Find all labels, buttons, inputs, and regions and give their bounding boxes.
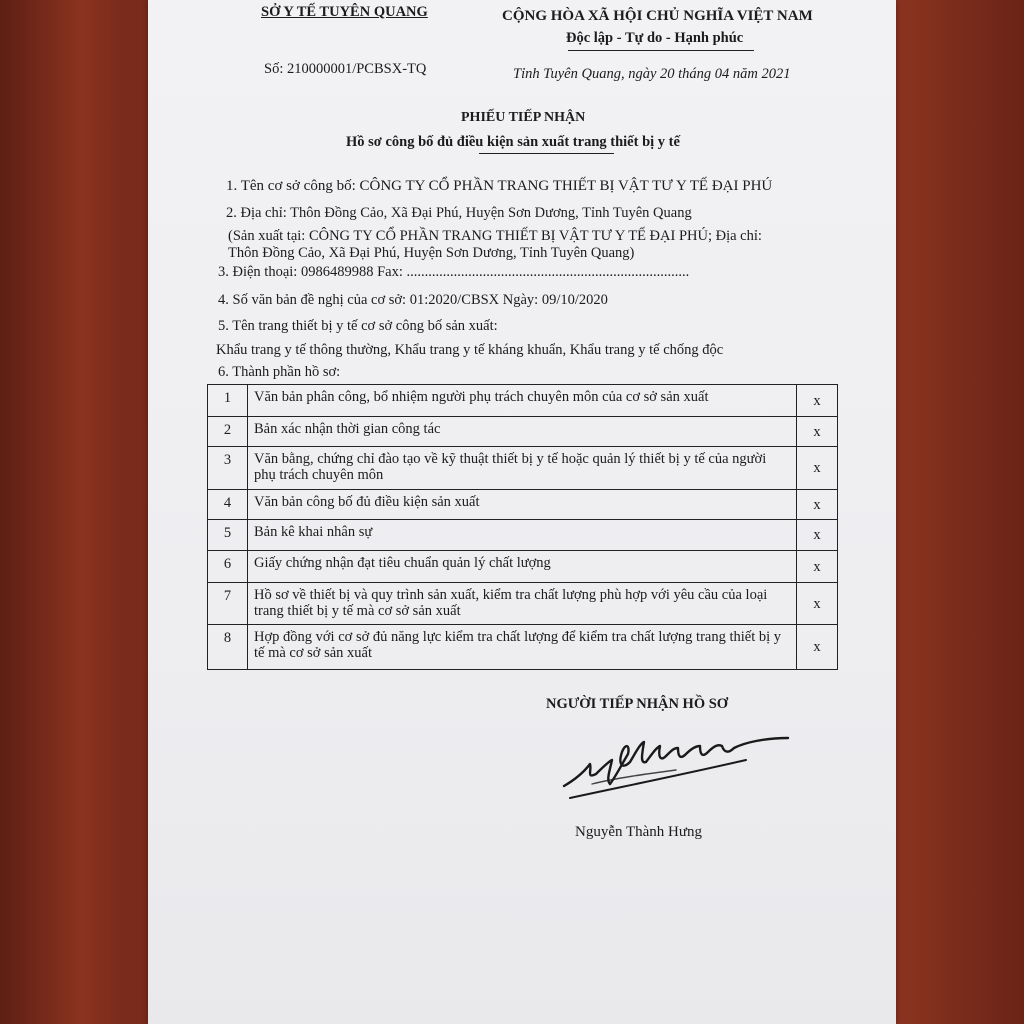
table-row xyxy=(208,520,838,551)
document-number: Số: 210000001/PCBSX-TQ xyxy=(264,61,427,77)
row-number: 2 xyxy=(208,417,248,447)
row-check-mark: x xyxy=(797,490,838,520)
form-subtitle: Hồ sơ công bố đủ điều kiện sản xuất trang thiết bị y tế xyxy=(346,134,680,150)
row-number: 5 xyxy=(208,520,248,551)
handwritten-signature xyxy=(556,724,796,814)
row-check-mark: x xyxy=(797,447,838,490)
row-description: Bản kê khai nhân sự xyxy=(248,520,797,551)
row-number: 3 xyxy=(208,447,248,490)
row-description: Bản xác nhận thời gian công tác xyxy=(248,417,797,447)
row-description: Văn bằng, chứng chỉ đào tạo về kỹ thuật thiết bị y tế hoặc quản lý thiết bị y tế của người phụ trách chuyên môn xyxy=(248,447,797,490)
table-row xyxy=(208,551,838,583)
subtitle-underline xyxy=(479,153,614,154)
field-production-address: Thôn Đồng Cảo, Xã Đại Phú, Huyện Sơn Dương, Tỉnh Tuyên Quang) xyxy=(228,245,635,261)
row-check-mark: x xyxy=(797,551,838,583)
table-row xyxy=(208,417,838,447)
field-dossier-label: 6. Thành phần hồ sơ: xyxy=(218,364,341,380)
table-row xyxy=(208,490,838,520)
field-device-label: 5. Tên trang thiết bị y tế cơ sở công bố sản xuất: xyxy=(218,318,498,334)
motto-underline xyxy=(568,50,754,51)
form-title: PHIẾU TIẾP NHẬN xyxy=(461,110,586,125)
field-device-list: Khẩu trang y tế thông thường, Khẩu trang y tế kháng khuẩn, Khẩu trang y tế chống độc xyxy=(216,342,724,358)
row-description: Văn bản công bố đủ điều kiện sản xuất xyxy=(248,490,797,520)
row-check-mark: x xyxy=(797,385,838,417)
table-row xyxy=(208,625,838,670)
row-number: 7 xyxy=(208,583,248,625)
field-facility-name: 1. Tên cơ sở công bố: CÔNG TY CỔ PHẦN TRANG THIẾT BỊ VẬT TƯ Y TẾ ĐẠI PHÚ xyxy=(226,178,773,194)
agency-name: SỞ Y TẾ TUYÊN QUANG xyxy=(261,4,428,20)
table-row xyxy=(208,447,838,490)
dossier-table xyxy=(207,384,838,670)
row-number: 8 xyxy=(208,625,248,670)
place-and-date: Tỉnh Tuyên Quang, ngày 20 tháng 04 năm 2021 xyxy=(513,66,791,82)
field-address: 2. Địa chỉ: Thôn Đồng Cảo, Xã Đại Phú, Huyện Sơn Dương, Tỉnh Tuyên Quang xyxy=(226,205,692,221)
receiver-title: NGƯỜI TIẾP NHẬN HỒ SƠ xyxy=(546,696,729,712)
row-description: Văn bản phân công, bổ nhiệm người phụ trách chuyên môn của cơ sở sản xuất xyxy=(248,385,797,417)
row-number: 4 xyxy=(208,490,248,520)
document-page xyxy=(148,0,896,1024)
field-phone-fax: 3. Điện thoại: 0986489988 Fax: .............................................................................. xyxy=(218,264,690,280)
table-row xyxy=(208,385,838,417)
row-description: Giấy chứng nhận đạt tiêu chuẩn quản lý chất lượng xyxy=(248,551,797,583)
row-check-mark: x xyxy=(797,583,838,625)
row-number: 6 xyxy=(208,551,248,583)
row-check-mark: x xyxy=(797,625,838,670)
row-check-mark: x xyxy=(797,520,838,551)
row-number: 1 xyxy=(208,385,248,417)
field-request-doc: 4. Số văn bản đề nghị của cơ sở: 01:2020/CBSX Ngày: 09/10/2020 xyxy=(218,292,608,308)
national-motto: Độc lập - Tự do - Hạnh phúc xyxy=(566,30,744,46)
table-row xyxy=(208,583,838,625)
country-name: CỘNG HÒA XÃ HỘI CHỦ NGHĨA VIỆT NAM xyxy=(502,8,813,24)
row-description: Hồ sơ về thiết bị và quy trình sản xuất, kiểm tra chất lượng phù hợp với yêu cầu của loại trang thiết bị y tế mà cơ sở sản xuất xyxy=(248,583,797,625)
receiver-name: Nguyễn Thành Hưng xyxy=(575,824,703,840)
row-check-mark: x xyxy=(797,417,838,447)
row-description: Hợp đồng với cơ sở đủ năng lực kiểm tra chất lượng để kiểm tra chất lượng trang thiết bị y tế mà cơ sở sản xuất xyxy=(248,625,797,670)
field-production-site: (Sản xuất tại: CÔNG TY CỔ PHẦN TRANG THIẾT BỊ VẬT TƯ Y TẾ ĐẠI PHÚ; Địa chỉ: xyxy=(228,228,762,244)
